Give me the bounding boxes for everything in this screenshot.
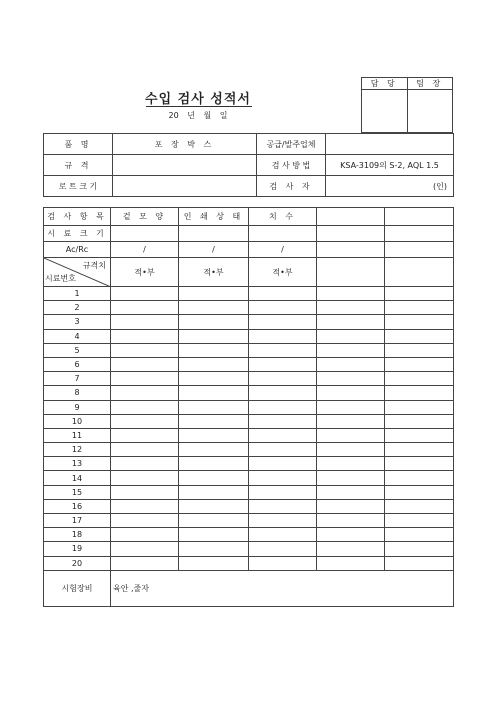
sample-number: 12: [44, 443, 111, 457]
title-underline: [146, 106, 252, 107]
sample-result-cell[interactable]: [249, 315, 317, 329]
sample-result-cell[interactable]: [385, 414, 454, 428]
sample-result-cell[interactable]: [385, 357, 454, 371]
sample-result-cell[interactable]: [179, 556, 249, 570]
sample-result-cell[interactable]: [249, 357, 317, 371]
sample-result-cell[interactable]: [179, 357, 249, 371]
item-col-empty-1[interactable]: [317, 208, 385, 226]
sample-result-cell[interactable]: [111, 287, 179, 301]
sample-result-cell[interactable]: [111, 428, 179, 442]
sample-result-cell[interactable]: [179, 528, 249, 542]
acre-cell[interactable]: /: [179, 242, 249, 258]
sample-result-cell[interactable]: [385, 457, 454, 471]
sample-result-cell[interactable]: [249, 528, 317, 542]
sample-number: 9: [44, 400, 111, 414]
sample-rows: [44, 287, 454, 571]
sample-row: [44, 514, 454, 528]
acre-cell[interactable]: /: [111, 242, 179, 258]
sample-row: [44, 485, 454, 499]
approval-header-manager: 팀 장: [407, 78, 453, 90]
sample-result-cell[interactable]: [317, 414, 385, 428]
sample-result-cell[interactable]: [385, 315, 454, 329]
sample-result-cell[interactable]: [317, 542, 385, 556]
sample-result-cell[interactable]: [179, 301, 249, 315]
sample-size-cell[interactable]: [249, 226, 317, 242]
sample-result-cell[interactable]: [111, 499, 179, 513]
sample-number: 7: [44, 372, 111, 386]
sample-row: [44, 343, 454, 357]
sample-result-cell[interactable]: [111, 343, 179, 357]
sample-number: 10: [44, 414, 111, 428]
sample-row: [44, 471, 454, 485]
sample-row: [44, 329, 454, 343]
sample-result-cell[interactable]: [249, 428, 317, 442]
sample-row: [44, 528, 454, 542]
sample-result-cell[interactable]: [317, 443, 385, 457]
sample-result-cell[interactable]: [249, 287, 317, 301]
sample-result-cell[interactable]: [385, 443, 454, 457]
sample-result-cell[interactable]: [385, 514, 454, 528]
acre-cell[interactable]: [317, 242, 385, 258]
sample-number: 18: [44, 528, 111, 542]
method-value[interactable]: KSA-3109의 S-2, AQL 1.5: [326, 155, 454, 176]
sample-row: [44, 287, 454, 301]
passfail-cell[interactable]: [385, 258, 454, 287]
sample-result-cell[interactable]: [317, 343, 385, 357]
sample-row: [44, 542, 454, 556]
supplier-label: 공급/발주업체: [257, 134, 326, 155]
inspection-grid: [43, 207, 454, 607]
sample-row: [44, 443, 454, 457]
sample-size-cell[interactable]: [317, 226, 385, 242]
sample-result-cell[interactable]: [317, 301, 385, 315]
sample-result-cell[interactable]: [249, 343, 317, 357]
sample-result-cell[interactable]: [249, 301, 317, 315]
sample-result-cell[interactable]: [179, 499, 249, 513]
items-label: 검 사 항 목: [44, 208, 111, 226]
sample-result-cell[interactable]: [317, 428, 385, 442]
sample-number: 11: [44, 428, 111, 442]
sample-result-cell[interactable]: [111, 372, 179, 386]
sample-result-cell[interactable]: [111, 542, 179, 556]
acre-label: Ac/Rc: [44, 242, 111, 258]
sample-result-cell[interactable]: [317, 357, 385, 371]
diag-sample-label: 시료번호: [45, 274, 76, 283]
sample-result-cell[interactable]: [317, 485, 385, 499]
sample-number: 15: [44, 485, 111, 499]
sample-result-cell[interactable]: [249, 329, 317, 343]
sample-number: 4: [44, 329, 111, 343]
sample-result-cell[interactable]: [249, 386, 317, 400]
item-name-label: 품 명: [44, 134, 113, 155]
item-col-empty-2[interactable]: [385, 208, 454, 226]
sample-result-cell[interactable]: [179, 343, 249, 357]
item-name-value[interactable]: 포 장 박 스: [113, 134, 257, 155]
sample-result-cell[interactable]: [385, 329, 454, 343]
sample-result-cell[interactable]: [179, 315, 249, 329]
sample-result-cell[interactable]: [179, 457, 249, 471]
sample-result-cell[interactable]: [249, 414, 317, 428]
sample-result-cell[interactable]: [385, 372, 454, 386]
spec-label: 규 격: [44, 155, 113, 176]
sample-row: [44, 386, 454, 400]
sample-result-cell[interactable]: [179, 428, 249, 442]
sample-result-cell[interactable]: [111, 457, 179, 471]
passfail-cell[interactable]: 적•부: [111, 258, 179, 287]
sample-row: [44, 372, 454, 386]
sample-number: 20: [44, 556, 111, 570]
sample-result-cell[interactable]: [249, 443, 317, 457]
lot-size-value[interactable]: [113, 176, 257, 197]
sample-result-cell[interactable]: [317, 471, 385, 485]
sample-row: [44, 457, 454, 471]
sample-row: [44, 499, 454, 513]
sample-result-cell[interactable]: [249, 499, 317, 513]
sample-number: 2: [44, 301, 111, 315]
sample-result-cell[interactable]: [249, 514, 317, 528]
sample-result-cell[interactable]: [111, 528, 179, 542]
sample-result-cell[interactable]: [249, 542, 317, 556]
item-col-print: 인 쇄 상 태: [179, 208, 249, 226]
sample-result-cell[interactable]: [385, 400, 454, 414]
sample-result-cell[interactable]: [179, 386, 249, 400]
sample-result-cell[interactable]: [179, 485, 249, 499]
sample-row: [44, 357, 454, 371]
sample-result-cell[interactable]: [111, 485, 179, 499]
sample-number: 19: [44, 542, 111, 556]
sample-result-cell[interactable]: [111, 315, 179, 329]
sample-result-cell[interactable]: [317, 372, 385, 386]
sample-number: 3: [44, 315, 111, 329]
acre-cell[interactable]: [385, 242, 454, 258]
header-table: [43, 133, 454, 197]
sample-result-cell[interactable]: [317, 329, 385, 343]
sample-result-cell[interactable]: [111, 386, 179, 400]
sample-row: [44, 556, 454, 570]
sample-number: 1: [44, 287, 111, 301]
sample-result-cell[interactable]: [385, 542, 454, 556]
equipment-value[interactable]: 육안 ,줄자: [111, 570, 454, 606]
sample-number: 13: [44, 457, 111, 471]
sample-result-cell[interactable]: [179, 471, 249, 485]
sample-number: 6: [44, 357, 111, 371]
passfail-cell[interactable]: [317, 258, 385, 287]
sample-result-cell[interactable]: [249, 485, 317, 499]
sample-size-label: 시 료 크 기: [44, 226, 111, 242]
sample-size-cell[interactable]: [179, 226, 249, 242]
sample-size-cell[interactable]: [385, 226, 454, 242]
inspector-label: 검 사 자: [257, 176, 326, 197]
sample-row: [44, 301, 454, 315]
sample-result-cell[interactable]: [385, 485, 454, 499]
sample-result-cell[interactable]: [179, 400, 249, 414]
sample-result-cell[interactable]: [111, 301, 179, 315]
sample-size-cell[interactable]: [111, 226, 179, 242]
sample-result-cell[interactable]: [111, 443, 179, 457]
sample-result-cell[interactable]: [179, 414, 249, 428]
item-col-dimension: 치 수: [249, 208, 317, 226]
sample-result-cell[interactable]: [179, 514, 249, 528]
approval-sign-staff[interactable]: [362, 90, 408, 133]
sample-result-cell[interactable]: [111, 329, 179, 343]
inspector-seal: (인): [433, 181, 447, 191]
equipment-label: 시험장비: [44, 570, 111, 606]
sample-result-cell[interactable]: [317, 528, 385, 542]
sample-result-cell[interactable]: [317, 400, 385, 414]
supplier-value[interactable]: [326, 134, 454, 155]
sample-result-cell[interactable]: [111, 400, 179, 414]
sample-result-cell[interactable]: [111, 471, 179, 485]
sample-result-cell[interactable]: [179, 287, 249, 301]
sample-result-cell[interactable]: [317, 386, 385, 400]
approval-sign-manager[interactable]: [407, 90, 453, 133]
sample-result-cell[interactable]: [385, 301, 454, 315]
spec-value[interactable]: [113, 155, 257, 176]
lot-size-label: 로 트 크 기: [44, 176, 113, 197]
sample-result-cell[interactable]: [317, 315, 385, 329]
sample-result-cell[interactable]: [179, 372, 249, 386]
sample-result-cell[interactable]: [111, 556, 179, 570]
document-title: 수입 검사 성적서: [145, 92, 251, 107]
sample-result-cell[interactable]: [111, 514, 179, 528]
sample-row: [44, 400, 454, 414]
sample-result-cell[interactable]: [317, 514, 385, 528]
sample-result-cell[interactable]: [179, 542, 249, 556]
sample-result-cell[interactable]: [249, 457, 317, 471]
diag-spec-label: 규격치: [82, 261, 106, 270]
sample-result-cell[interactable]: [385, 499, 454, 513]
sample-result-cell[interactable]: [385, 287, 454, 301]
sample-result-cell[interactable]: [249, 400, 317, 414]
approval-box: [361, 77, 453, 133]
sample-result-cell[interactable]: [249, 471, 317, 485]
sample-result-cell[interactable]: [111, 357, 179, 371]
sample-result-cell[interactable]: [179, 329, 249, 343]
sample-result-cell[interactable]: [385, 556, 454, 570]
sample-result-cell[interactable]: [385, 386, 454, 400]
acre-cell[interactable]: /: [249, 242, 317, 258]
sample-number: 5: [44, 343, 111, 357]
sample-result-cell[interactable]: [385, 471, 454, 485]
sample-result-cell[interactable]: [317, 457, 385, 471]
inspector-value[interactable]: [326, 176, 454, 197]
sample-result-cell[interactable]: [317, 556, 385, 570]
date-line: 20 년 월 일: [168, 111, 228, 120]
sample-number: 14: [44, 471, 111, 485]
sample-result-cell[interactable]: [179, 443, 249, 457]
sample-row: [44, 414, 454, 428]
diagonal-header-cell: [44, 258, 111, 287]
sample-result-cell[interactable]: [385, 528, 454, 542]
sample-number: 8: [44, 386, 111, 400]
sample-result-cell[interactable]: [317, 499, 385, 513]
sample-result-cell[interactable]: [385, 428, 454, 442]
sample-row: [44, 428, 454, 442]
sample-result-cell[interactable]: [249, 372, 317, 386]
passfail-cell[interactable]: 적•부: [179, 258, 249, 287]
sample-result-cell[interactable]: [249, 556, 317, 570]
passfail-cell[interactable]: 적•부: [249, 258, 317, 287]
item-col-appearance: 겉 모 양: [111, 208, 179, 226]
approval-header-staff: 담 당: [362, 78, 408, 90]
sample-number: 16: [44, 499, 111, 513]
method-label: 검 사 방 법: [257, 155, 326, 176]
sample-result-cell[interactable]: [317, 287, 385, 301]
sample-number: 17: [44, 514, 111, 528]
sample-result-cell[interactable]: [385, 343, 454, 357]
sample-result-cell[interactable]: [111, 414, 179, 428]
sample-row: [44, 315, 454, 329]
